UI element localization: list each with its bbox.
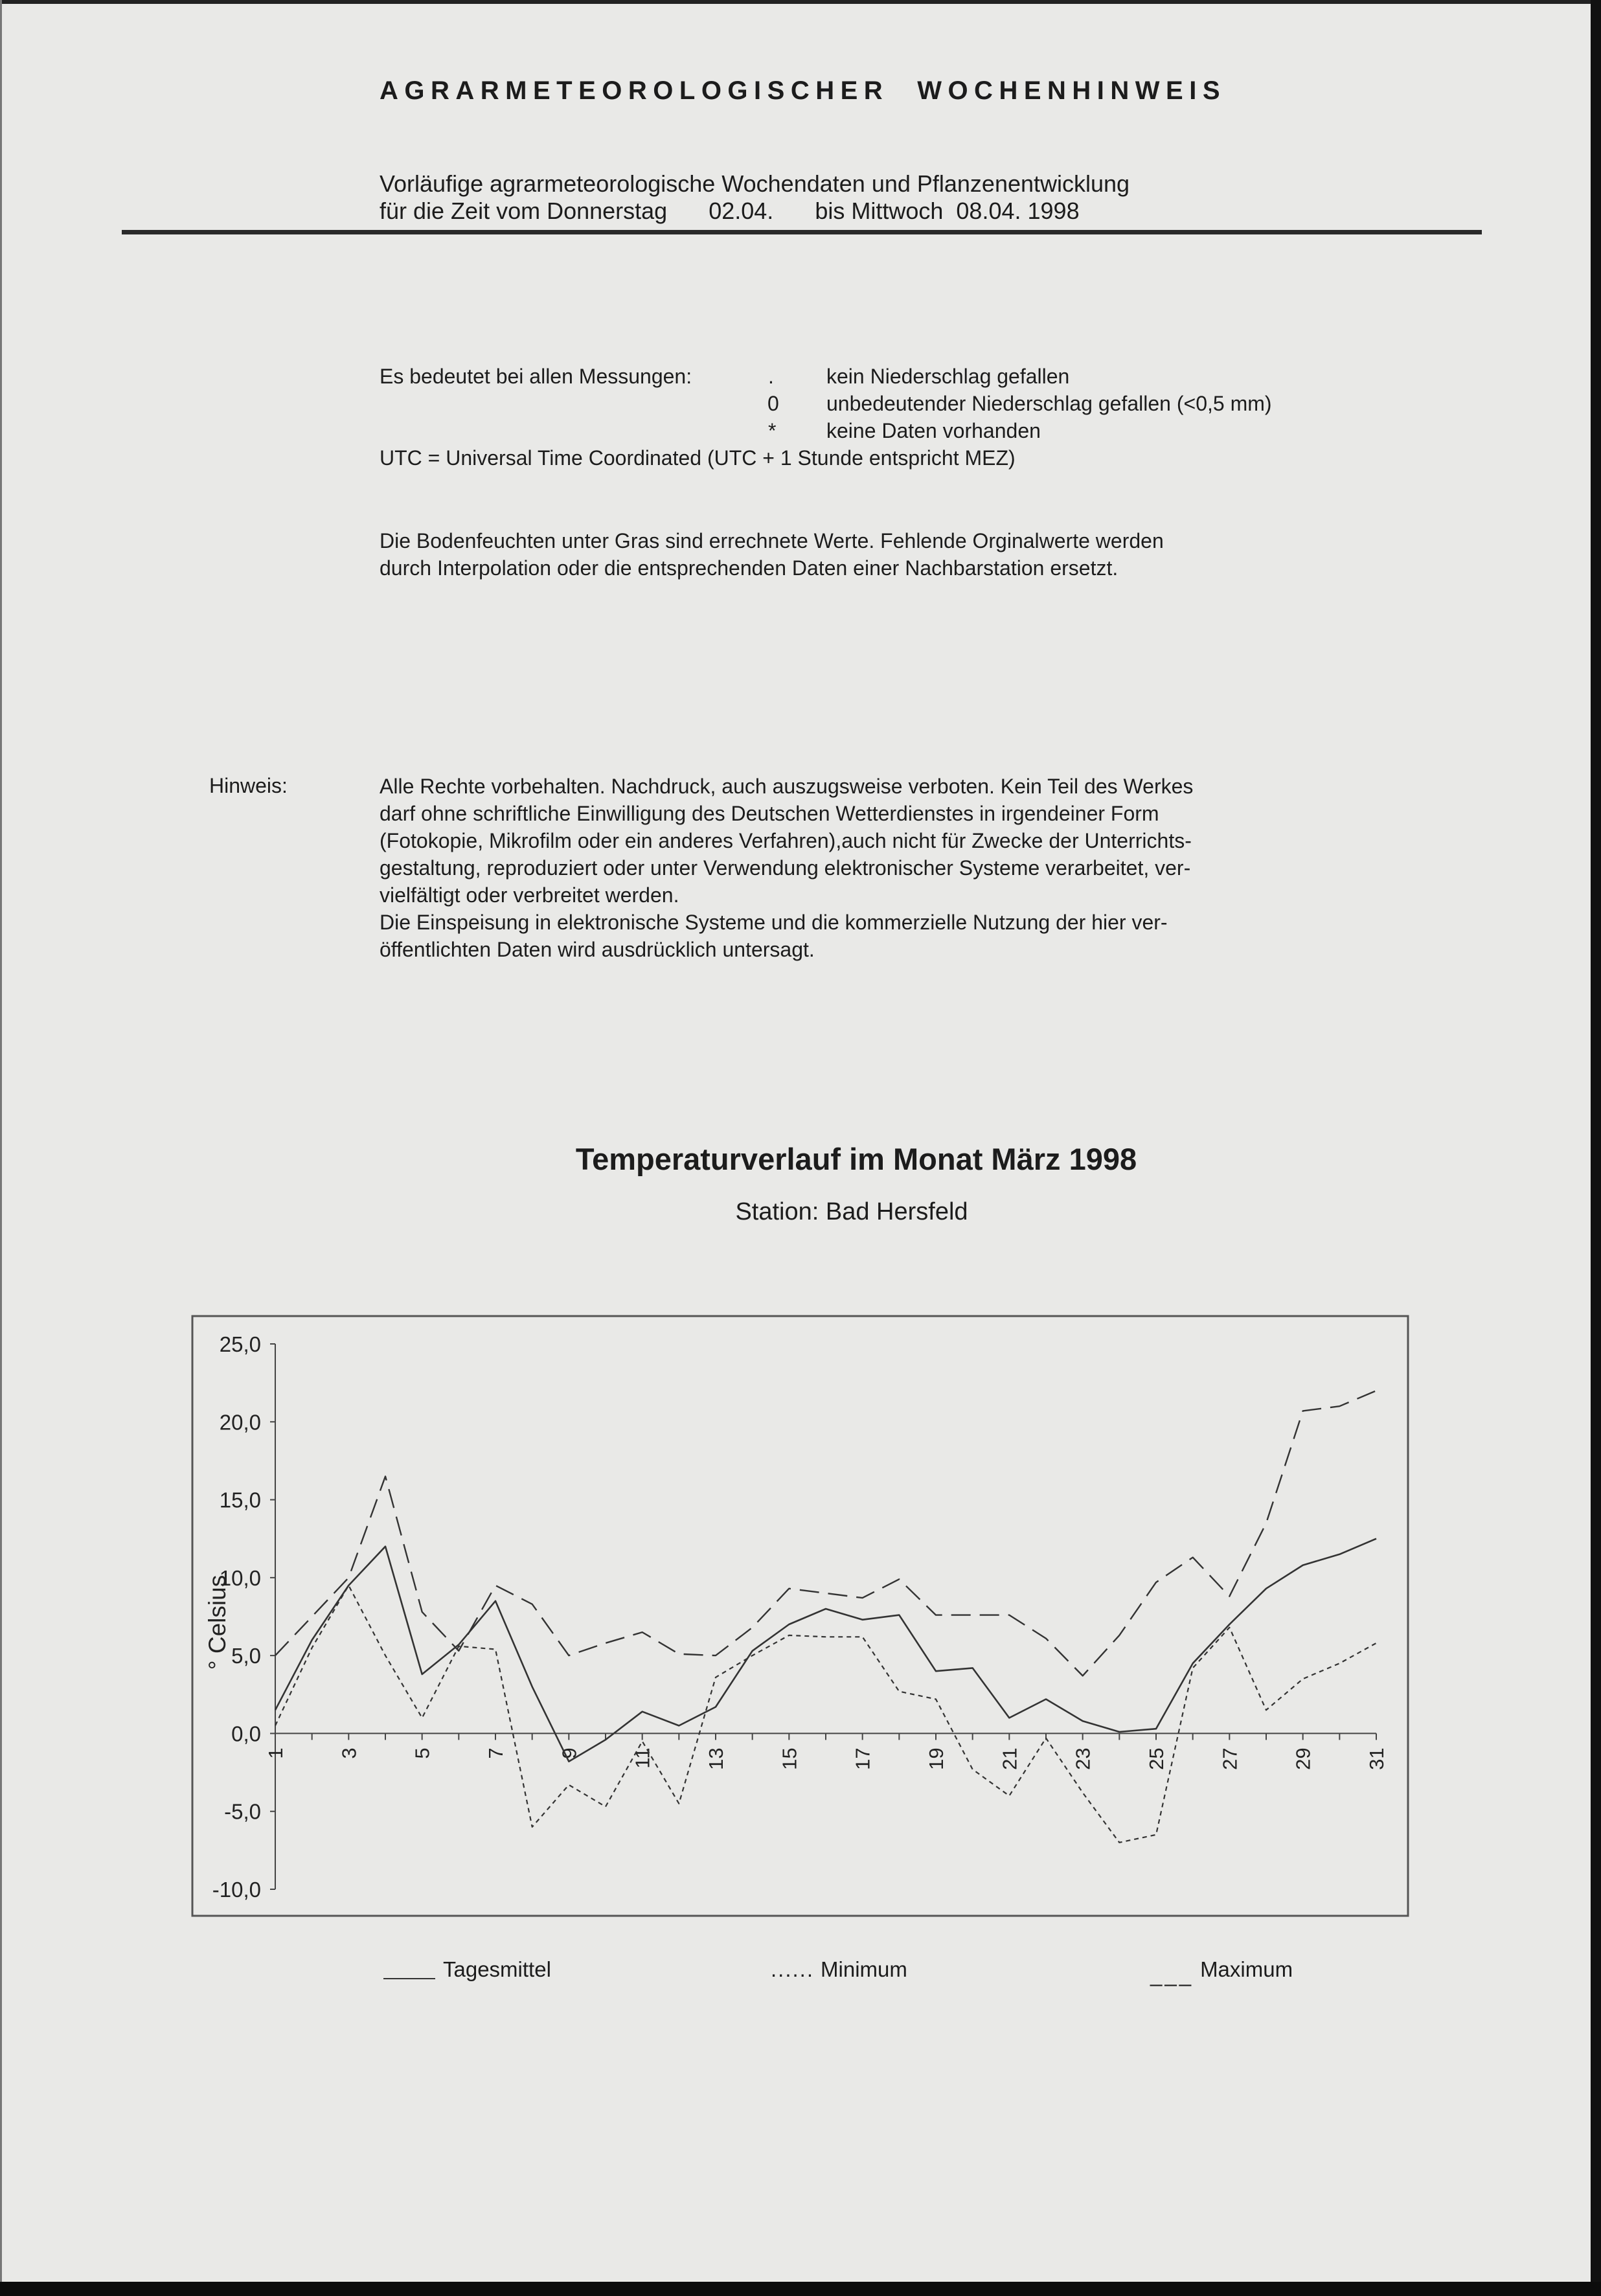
x-tick-label: 9 — [558, 1747, 581, 1759]
codes-intro: Es bedeutet bei allen Messungen: — [380, 365, 692, 388]
legend-item-min — [771, 1957, 907, 1982]
x-axis — [264, 1733, 1388, 1769]
x-tick-label: 29 — [1291, 1747, 1315, 1770]
legend-item-mean — [383, 1957, 551, 1982]
subtitle-end-label: bis Mittwoch — [815, 198, 944, 224]
series-line-maximum — [275, 1391, 1376, 1676]
legend-dashed-line: ___ — [1150, 1962, 1194, 1986]
code-symbol-zero: 0 — [767, 392, 779, 415]
x-tick-label: 7 — [484, 1747, 507, 1759]
soil-note-line: durch Interpolation oder die entsprechenden Daten einer Nachbarstation ersetzt. — [380, 556, 1118, 580]
code-text-zero: unbedeutender Niederschlag gefallen (<0,5 mm) — [826, 392, 1272, 415]
code-text-star: keine Daten vorhanden — [826, 419, 1041, 442]
notice-line: Alle Rechte vorbehalten. Nachdruck, auch auszugsweise verboten. Kein Teil des Werkes — [380, 775, 1194, 798]
legend-label-max: Maximum — [1200, 1957, 1293, 1981]
x-tick-label: 21 — [998, 1747, 1021, 1770]
code-symbol-dot: . — [768, 365, 774, 388]
utc-note: UTC = Universal Time Coordinated (UTC + 1 Stunde entspricht MEZ) — [380, 446, 1016, 470]
x-tick-label: 31 — [1365, 1747, 1388, 1770]
notice-line: darf ohne schriftliche Einwilligung des Deutschen Wetterdienstes in irgendeiner Form — [380, 802, 1159, 825]
x-tick-label: 27 — [1218, 1747, 1242, 1770]
title-word-2: WOCHENHINWEIS — [917, 76, 1227, 105]
x-tick-label: 15 — [778, 1747, 801, 1770]
title-word-1: AGRARMETEOROLOGISCHER — [380, 76, 889, 105]
x-tick-label: 19 — [925, 1747, 948, 1770]
y-tick-label: -10,0 — [212, 1878, 261, 1902]
legend-item-max — [1150, 1957, 1293, 1986]
notice-line: (Fotokopie, Mikrofilm oder ein anderes Verfahren),auch nicht für Zwecke der Unterrichts- — [380, 829, 1192, 852]
subtitle-start-date: 02.04. — [709, 198, 774, 224]
chart-title: Temperaturverlauf im Monat März 1998 — [575, 1142, 1137, 1176]
x-tick-label: 1 — [264, 1747, 287, 1759]
notice-line: vielfältigt oder verbreitet werden. — [380, 883, 679, 907]
x-tick-label: 11 — [631, 1747, 654, 1769]
legend-label-min: Minimum — [821, 1957, 907, 1981]
legend-dotted-line: ...... — [771, 1957, 815, 1981]
y-tick-label: -5,0 — [224, 1799, 261, 1824]
subtitle-end-date: 08.04. 1998 — [956, 198, 1080, 224]
subtitle-period-label: für die Zeit vom Donnerstag — [380, 198, 668, 224]
y-tick-label: 5,0 — [231, 1644, 261, 1668]
legend-label-mean: Tagesmittel — [443, 1957, 551, 1981]
code-symbol-star: * — [768, 419, 777, 442]
y-tick-label: 20,0 — [219, 1410, 261, 1435]
x-tick-label: 25 — [1145, 1747, 1168, 1770]
x-tick-label: 13 — [705, 1747, 727, 1770]
series-layer — [275, 1391, 1376, 1843]
chart-subtitle: Station: Bad Hersfeld — [735, 1198, 968, 1225]
x-tick-label: 23 — [1071, 1747, 1095, 1770]
code-text-dot: kein Niederschlag gefallen — [826, 365, 1070, 388]
soil-note-line: Die Bodenfeuchten unter Gras sind errechnete Werte. Fehlende Orginalwerte werden — [380, 529, 1164, 552]
y-tick-label: 15,0 — [219, 1488, 261, 1512]
notice-line: gestaltung, reproduziert oder unter Verwendung elektronischer Systeme verarbeitet, ver- — [380, 856, 1191, 880]
series-line-minimum — [275, 1586, 1376, 1843]
x-tick-label: 5 — [411, 1747, 434, 1759]
legend-solid-line — [383, 1978, 435, 1979]
notice-line: öffentlichten Daten wird ausdrücklich untersagt. — [380, 938, 815, 961]
notice-line: Die Einspeisung in elektronische Systeme und die kommerzielle Nutzung der hier ver- — [380, 911, 1168, 934]
x-tick-label: 3 — [337, 1747, 361, 1759]
y-tick-label: 10,0 — [219, 1565, 261, 1590]
series-line-tagesmittel — [275, 1539, 1376, 1762]
chart-frame — [192, 1316, 1408, 1916]
x-tick-label: 17 — [851, 1747, 874, 1770]
y-tick-label: 25,0 — [219, 1332, 261, 1356]
notice-label: Hinweis: — [209, 774, 288, 797]
subtitle-line-1: Vorläufige agrarmeteorologische Wochendaten und Pflanzenentwicklung — [380, 170, 1130, 197]
y-tick-label: 0,0 — [231, 1722, 261, 1746]
y-axis-label: ° Celsius — [204, 1574, 231, 1670]
